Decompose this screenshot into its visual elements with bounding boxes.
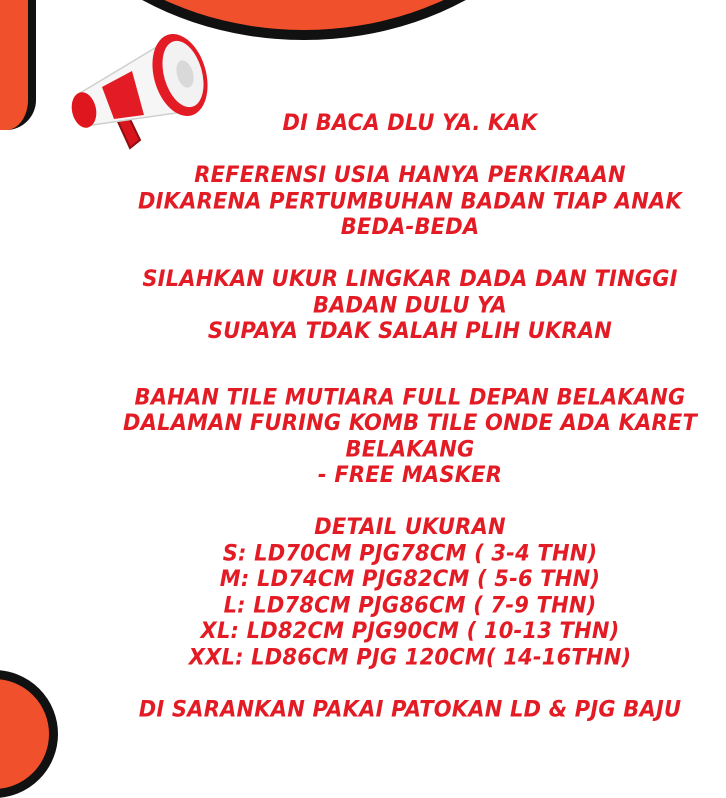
- spacer: [110, 488, 710, 514]
- age-reference-line: DIKARENA PERTUMBUHAN BADAN TIAP ANAK: [138, 187, 682, 214]
- size-row: S: LD70CM PJG78CM ( 3-4 THN): [222, 539, 598, 566]
- measure-advice-line: SUPAYA TDAK SALAH PLIH UKRAN: [207, 317, 613, 344]
- size-title: DETAIL UKURAN: [314, 513, 506, 540]
- spacer: [110, 240, 710, 266]
- size-row: L: LD78CM PJG86CM ( 7-9 THN): [223, 591, 597, 618]
- announcement-text: [110, 110, 710, 722]
- spacer: [110, 344, 710, 384]
- material-line: - FREE MASKER: [317, 461, 503, 488]
- age-reference-line: REFERENSI USIA HANYA PERKIRAAN: [194, 161, 626, 188]
- measure-advice-line: BADAN DULU YA: [313, 291, 507, 318]
- material-line: BAHAN TILE MUTIARA FULL DEPAN BELAKANG: [134, 384, 686, 410]
- measure-advice-line: SILAHKAN UKUR LINGKAR DADA DAN TINGGI: [142, 265, 678, 292]
- spacer: [110, 670, 710, 696]
- size-row: XXL: LD86CM PJG 120CM( 14-16THN): [188, 643, 632, 670]
- age-reference-line: BEDA-BEDA: [340, 213, 480, 240]
- footer-note: DI SARANKAN PAKAI PATOKAN LD & PJG BAJU: [138, 695, 682, 722]
- size-row: M: LD74CM PJG82CM ( 5-6 THN): [219, 565, 601, 592]
- material-line: BELAKANG: [345, 435, 475, 462]
- bottom-decorative-shape: [0, 670, 58, 798]
- left-decorative-strip: [0, 0, 36, 130]
- spacer: [110, 136, 710, 162]
- material-line: DALAMAN FURING KOMB TILE ONDE ADA KARET: [123, 409, 697, 436]
- notice-heading: DI BACA DLU YA. KAK: [282, 110, 538, 136]
- size-row: XL: LD82CM PJG90CM ( 10-13 THN): [200, 617, 620, 644]
